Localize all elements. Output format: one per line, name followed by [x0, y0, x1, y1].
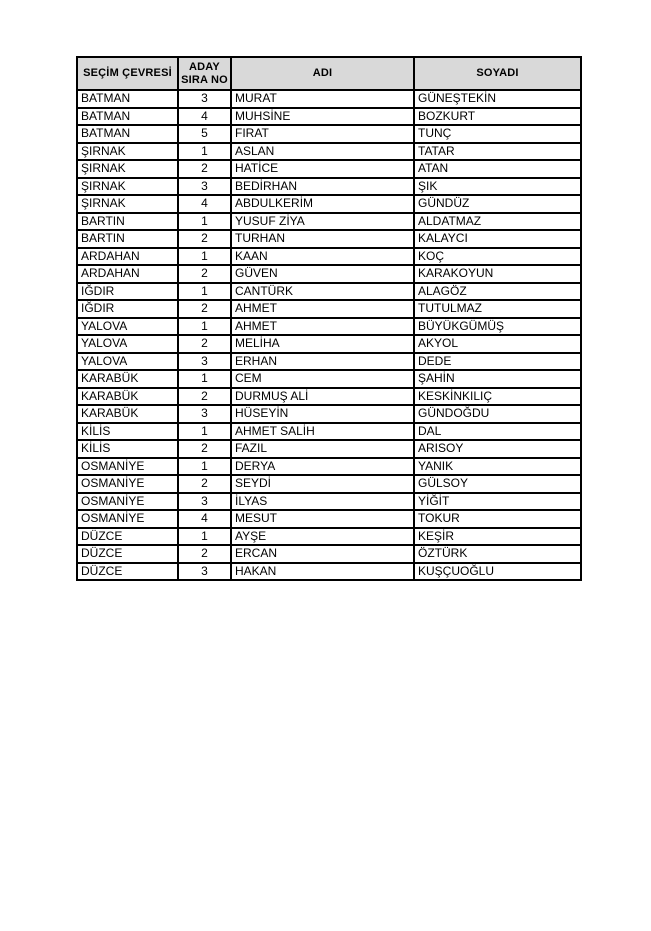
- cell-first-name: FAZIL: [231, 440, 414, 458]
- cell-first-name: AHMET: [231, 300, 414, 318]
- table-row: [77, 195, 581, 213]
- cell-last-name: ARISOY: [414, 440, 581, 458]
- cell-last-name: TATAR: [414, 143, 581, 161]
- cell-first-name: HÜSEYİN: [231, 405, 414, 423]
- cell-order-no: 2: [178, 300, 231, 318]
- table-row: [77, 300, 581, 318]
- cell-last-name: ŞIK: [414, 178, 581, 196]
- table-row: [77, 160, 581, 178]
- cell-order-no: 2: [178, 335, 231, 353]
- cell-order-no: 4: [178, 108, 231, 126]
- cell-last-name: KUŞÇUOĞLU: [414, 563, 581, 581]
- table-row: [77, 213, 581, 231]
- cell-district: KARABÜK: [77, 388, 178, 406]
- table-row: [77, 143, 581, 161]
- cell-last-name: ÖZTÜRK: [414, 545, 581, 563]
- cell-first-name: FIRAT: [231, 125, 414, 143]
- cell-district: DÜZCE: [77, 528, 178, 546]
- cell-last-name: KARAKOYUN: [414, 265, 581, 283]
- cell-first-name: YUSUF ZİYA: [231, 213, 414, 231]
- cell-last-name: GÜNDOĞDU: [414, 405, 581, 423]
- table-row: [77, 458, 581, 476]
- table-row: [77, 370, 581, 388]
- table-row: [77, 230, 581, 248]
- cell-first-name: SEYDİ: [231, 475, 414, 493]
- table-row: [77, 90, 581, 108]
- header-row: [77, 57, 581, 90]
- cell-last-name: GÜNEŞTEKİN: [414, 90, 581, 108]
- cell-district: OSMANİYE: [77, 493, 178, 511]
- cell-district: ŞIRNAK: [77, 178, 178, 196]
- table-row: [77, 125, 581, 143]
- cell-district: BARTIN: [77, 213, 178, 231]
- cell-district: KARABÜK: [77, 405, 178, 423]
- cell-order-no: 4: [178, 510, 231, 528]
- cell-district: KİLİS: [77, 440, 178, 458]
- cell-district: IĞDIR: [77, 283, 178, 301]
- table-row: [77, 405, 581, 423]
- cell-last-name: GÜNDÜZ: [414, 195, 581, 213]
- cell-order-no: 2: [178, 440, 231, 458]
- table-row: [77, 493, 581, 511]
- cell-order-no: 2: [178, 475, 231, 493]
- cell-district: BATMAN: [77, 108, 178, 126]
- cell-first-name: AHMET SALİH: [231, 423, 414, 441]
- header-adi: ADI: [231, 57, 414, 90]
- table-row: [77, 108, 581, 126]
- table-row: [77, 265, 581, 283]
- cell-district: YALOVA: [77, 318, 178, 336]
- cell-order-no: 2: [178, 265, 231, 283]
- cell-last-name: AKYOL: [414, 335, 581, 353]
- cell-district: BATMAN: [77, 90, 178, 108]
- cell-order-no: 3: [178, 178, 231, 196]
- cell-order-no: 4: [178, 195, 231, 213]
- cell-order-no: 1: [178, 423, 231, 441]
- cell-first-name: İLYAS: [231, 493, 414, 511]
- cell-order-no: 1: [178, 143, 231, 161]
- table-row: [77, 335, 581, 353]
- cell-first-name: CEM: [231, 370, 414, 388]
- cell-order-no: 5: [178, 125, 231, 143]
- cell-first-name: HATİCE: [231, 160, 414, 178]
- candidates-table: [76, 56, 582, 581]
- cell-first-name: CANTÜRK: [231, 283, 414, 301]
- cell-district: ŞIRNAK: [77, 195, 178, 213]
- cell-last-name: KALAYCI: [414, 230, 581, 248]
- cell-district: OSMANİYE: [77, 475, 178, 493]
- cell-last-name: DAL: [414, 423, 581, 441]
- cell-last-name: BÜYÜKGÜMÜŞ: [414, 318, 581, 336]
- cell-first-name: ASLAN: [231, 143, 414, 161]
- cell-order-no: 3: [178, 405, 231, 423]
- cell-district: BARTIN: [77, 230, 178, 248]
- cell-district: KİLİS: [77, 423, 178, 441]
- cell-district: ŞIRNAK: [77, 143, 178, 161]
- header-secim-cevresi: SEÇİM ÇEVRESİ: [77, 57, 178, 90]
- table-row: [77, 178, 581, 196]
- table-row: [77, 353, 581, 371]
- cell-last-name: DEDE: [414, 353, 581, 371]
- cell-order-no: 1: [178, 458, 231, 476]
- table-row: [77, 423, 581, 441]
- cell-district: IĞDIR: [77, 300, 178, 318]
- cell-last-name: ŞAHİN: [414, 370, 581, 388]
- cell-first-name: BEDİRHAN: [231, 178, 414, 196]
- cell-last-name: KESKİNKILIÇ: [414, 388, 581, 406]
- cell-last-name: ALDATMAZ: [414, 213, 581, 231]
- cell-first-name: ERHAN: [231, 353, 414, 371]
- cell-order-no: 2: [178, 160, 231, 178]
- table-row: [77, 283, 581, 301]
- table-row: [77, 475, 581, 493]
- cell-district: DÜZCE: [77, 563, 178, 581]
- cell-first-name: HAKAN: [231, 563, 414, 581]
- cell-last-name: TUNÇ: [414, 125, 581, 143]
- cell-order-no: 3: [178, 493, 231, 511]
- cell-last-name: GÜLSOY: [414, 475, 581, 493]
- cell-district: BATMAN: [77, 125, 178, 143]
- cell-first-name: MURAT: [231, 90, 414, 108]
- cell-order-no: 2: [178, 388, 231, 406]
- table-row: [77, 528, 581, 546]
- table-row: [77, 388, 581, 406]
- cell-district: OSMANİYE: [77, 510, 178, 528]
- cell-order-no: 3: [178, 563, 231, 581]
- cell-last-name: ALAGÖZ: [414, 283, 581, 301]
- cell-first-name: TURHAN: [231, 230, 414, 248]
- cell-order-no: 1: [178, 248, 231, 266]
- cell-district: ARDAHAN: [77, 265, 178, 283]
- cell-district: YALOVA: [77, 353, 178, 371]
- cell-first-name: MESUT: [231, 510, 414, 528]
- cell-first-name: AYŞE: [231, 528, 414, 546]
- cell-last-name: TUTULMAZ: [414, 300, 581, 318]
- cell-first-name: MELİHA: [231, 335, 414, 353]
- cell-order-no: 2: [178, 230, 231, 248]
- cell-district: KARABÜK: [77, 370, 178, 388]
- cell-first-name: DURMUŞ ALİ: [231, 388, 414, 406]
- cell-order-no: 2: [178, 545, 231, 563]
- cell-order-no: 1: [178, 528, 231, 546]
- table-row: [77, 563, 581, 581]
- cell-last-name: KOÇ: [414, 248, 581, 266]
- cell-district: YALOVA: [77, 335, 178, 353]
- table-row: [77, 248, 581, 266]
- cell-district: DÜZCE: [77, 545, 178, 563]
- cell-order-no: 1: [178, 370, 231, 388]
- cell-last-name: BOZKURT: [414, 108, 581, 126]
- cell-first-name: AHMET: [231, 318, 414, 336]
- table-header: [77, 57, 581, 90]
- cell-first-name: DERYA: [231, 458, 414, 476]
- cell-order-no: 3: [178, 353, 231, 371]
- table-row: [77, 510, 581, 528]
- cell-last-name: KEŞİR: [414, 528, 581, 546]
- cell-last-name: ATAN: [414, 160, 581, 178]
- header-soyadi: SOYADI: [414, 57, 581, 90]
- cell-order-no: 1: [178, 283, 231, 301]
- cell-first-name: KAAN: [231, 248, 414, 266]
- cell-order-no: 3: [178, 90, 231, 108]
- cell-last-name: YANIK: [414, 458, 581, 476]
- candidates-table-body: [77, 90, 581, 580]
- cell-first-name: GÜVEN: [231, 265, 414, 283]
- table-row: [77, 545, 581, 563]
- cell-first-name: ERCAN: [231, 545, 414, 563]
- cell-last-name: TOKUR: [414, 510, 581, 528]
- header-aday-sira-no: ADAY SIRA NO: [178, 57, 231, 90]
- table-row: [77, 318, 581, 336]
- cell-first-name: ABDULKERİM: [231, 195, 414, 213]
- cell-district: OSMANİYE: [77, 458, 178, 476]
- cell-last-name: YİĞİT: [414, 493, 581, 511]
- cell-order-no: 1: [178, 318, 231, 336]
- table-row: [77, 440, 581, 458]
- cell-order-no: 1: [178, 213, 231, 231]
- cell-district: ARDAHAN: [77, 248, 178, 266]
- cell-district: ŞIRNAK: [77, 160, 178, 178]
- cell-first-name: MUHSİNE: [231, 108, 414, 126]
